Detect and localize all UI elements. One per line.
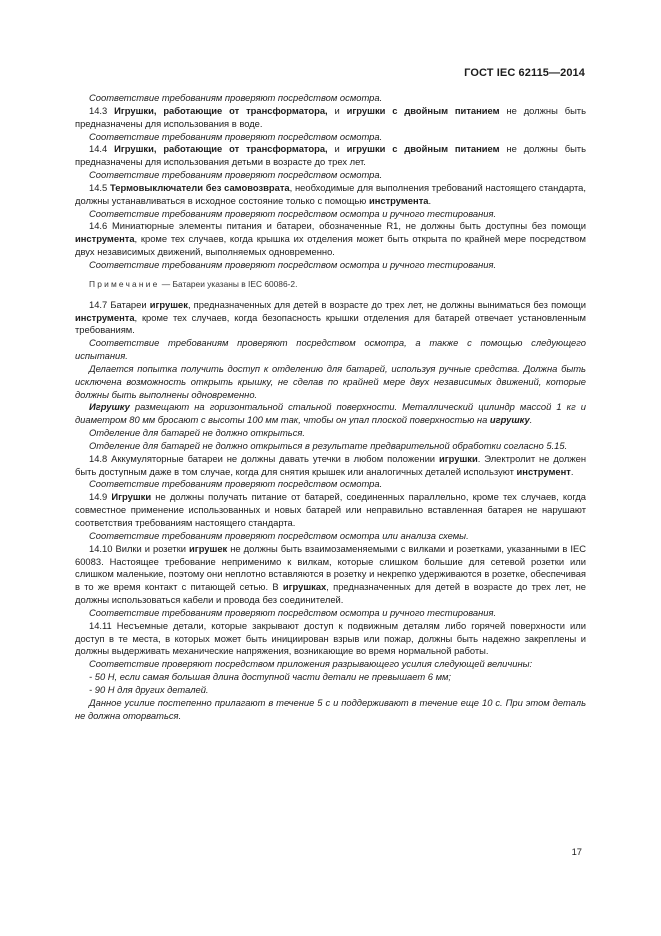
clause-14-6: 14.6 Миниатюрные элементы питания и батареи, обозначенные R1, не должны быть доступны без помощи инструмента, кроме тех случаев, когда крышка их отделения может быть открыта по крайней мере посредством двух независимых движений, выполняемых одновременно. xyxy=(75,220,586,258)
paragraph: Игрушку размещают на горизонтальной стальной поверхности. Металлический цилиндр массой 1 кг и диаметром 80 мм бросают с высоты 100 мм так, чтобы он упал плоской поверхностью на игрушку. xyxy=(75,401,586,426)
note-label: Примечание xyxy=(89,278,160,289)
paragraph: Делается попытка получить доступ к отделению для батарей, используя ручные средства. Должна быть исключена возможность открыть крышку, не сделав по крайней мере двух независимых движений, которые должны быть выполнены одновременно. xyxy=(75,362,586,400)
clause-14-7: 14.7 Батареи игрушек, предназначенных для детей в возрасте до трех лет, не должны выниматься без помощи инструмента, кроме тех случаев, когда безопасность крышки отделения для батарей отвечает установленным требованиям. xyxy=(75,298,586,336)
clause-14-9: 14.9 Игрушки не должны получать питание от батарей, соединенных параллельно, кроме тех случаев, когда совместное применение использованных и новых батарей или неправильно вставленная батарея не нарушают соответствия требованиям настоящего стандарта. xyxy=(75,491,586,528)
page-number: 17 xyxy=(571,846,582,857)
list-item: - 50 Н, если самая большая длина доступной части детали не превышает 6 мм; xyxy=(89,671,452,683)
clause-14-8: 14.8 Аккумуляторные батареи не должны давать утечки в любом положении игрушки. Электролит не должен быть доступным даже в том случае, когда для снятия крышек или аналогичных деталей используют инструмент. xyxy=(75,452,586,477)
document-header-title: ГОСТ IEC 62115—2014 xyxy=(464,67,585,79)
paragraph: Данное усилие постепенно прилагают в течение 5 с и поддерживают в течение еще 10 с. При этом деталь не должна оторваться. xyxy=(75,696,586,721)
paragraph: Соответствие требованиям проверяют посредством осмотра или анализа схемы. xyxy=(89,529,469,541)
paragraph: Соответствие требованиям проверяют посредством осмотра. xyxy=(89,92,383,103)
clause-14-3: 14.3 Игрушки, работающие от трансформатора, и игрушки с двойным питанием не должны быть предназначены для использования в воде. xyxy=(75,104,586,129)
paragraph: Соответствие требованиям проверяют посредством осмотра. xyxy=(89,478,383,490)
note-text: — Батареи указаны в IEC 60086-2. xyxy=(159,278,298,289)
paragraph: Соответствие требованиям проверяют посредством осмотра. xyxy=(89,169,383,181)
paragraph: Отделение для батарей не должно открыться в результате предварительной обработки согласно 5.15. xyxy=(89,439,568,451)
clause-14-4: 14.4 Игрушки, работающие от трансформатора, и игрушки с двойным питанием не должны быть предназначены для использования детьми в возрасте до трех лет. xyxy=(75,143,586,168)
document-body xyxy=(75,92,586,723)
paragraph: Соответствие требованиям проверяют посредством осмотра, а также с помощью следующего испытания. xyxy=(75,337,586,362)
paragraph: Отделение для батарей не должно открыться. xyxy=(89,427,305,439)
list-item: - 90 Н для других деталей. xyxy=(89,683,209,695)
paragraph: Соответствие требованиям проверяют посредством осмотра и ручного тестирования. xyxy=(89,606,497,618)
note xyxy=(75,278,586,291)
clause-14-5: 14.5 Термовыключатели без самовозврата, необходимые для выполнения требований настоящего стандарта, должны устанавливаться в исходное состояние только с помощью инструмента. xyxy=(75,181,586,206)
clause-14-11: 14.11 Несъемные детали, которые закрывают доступ к подвижным деталям либо горячей поверхности или доступ в те места, в которых может быть инициирован взрыв или пожар, должны быть надежно закреплены и должны выдерживать механические напряжения, возникающие во время нормальной работы. xyxy=(75,619,586,657)
paragraph: Соответствие требованиям проверяют посредством осмотра и ручного тестирования. xyxy=(89,258,497,270)
clause-14-10: 14.10 Вилки и розетки игрушек не должны быть взаимозаменяемыми с вилками и розетками, указанными в IEC 60083. Настоящее требование неприменимо к вилкам, которые слишком большие для сетевой розетки или слишком маленькие, поэтому они неплотно вставляются в розетку и некрепко удерживаются в розетке, обеспечивая в то же время контакт с питающей сетью. В игрушках, предназначенных для детей в возрасте до трех лет, не должны использоваться кабели и провода без соединителей. xyxy=(75,542,587,606)
paragraph: Соответствие требованиям проверяют посредством осмотра. xyxy=(89,130,383,142)
paragraph: Соответствие требованиям проверяют посредством осмотра и ручного тестирования. xyxy=(89,207,497,219)
paragraph: Соответствие проверяют посредством приложения разрывающего усилия следующей величины: xyxy=(89,658,533,670)
